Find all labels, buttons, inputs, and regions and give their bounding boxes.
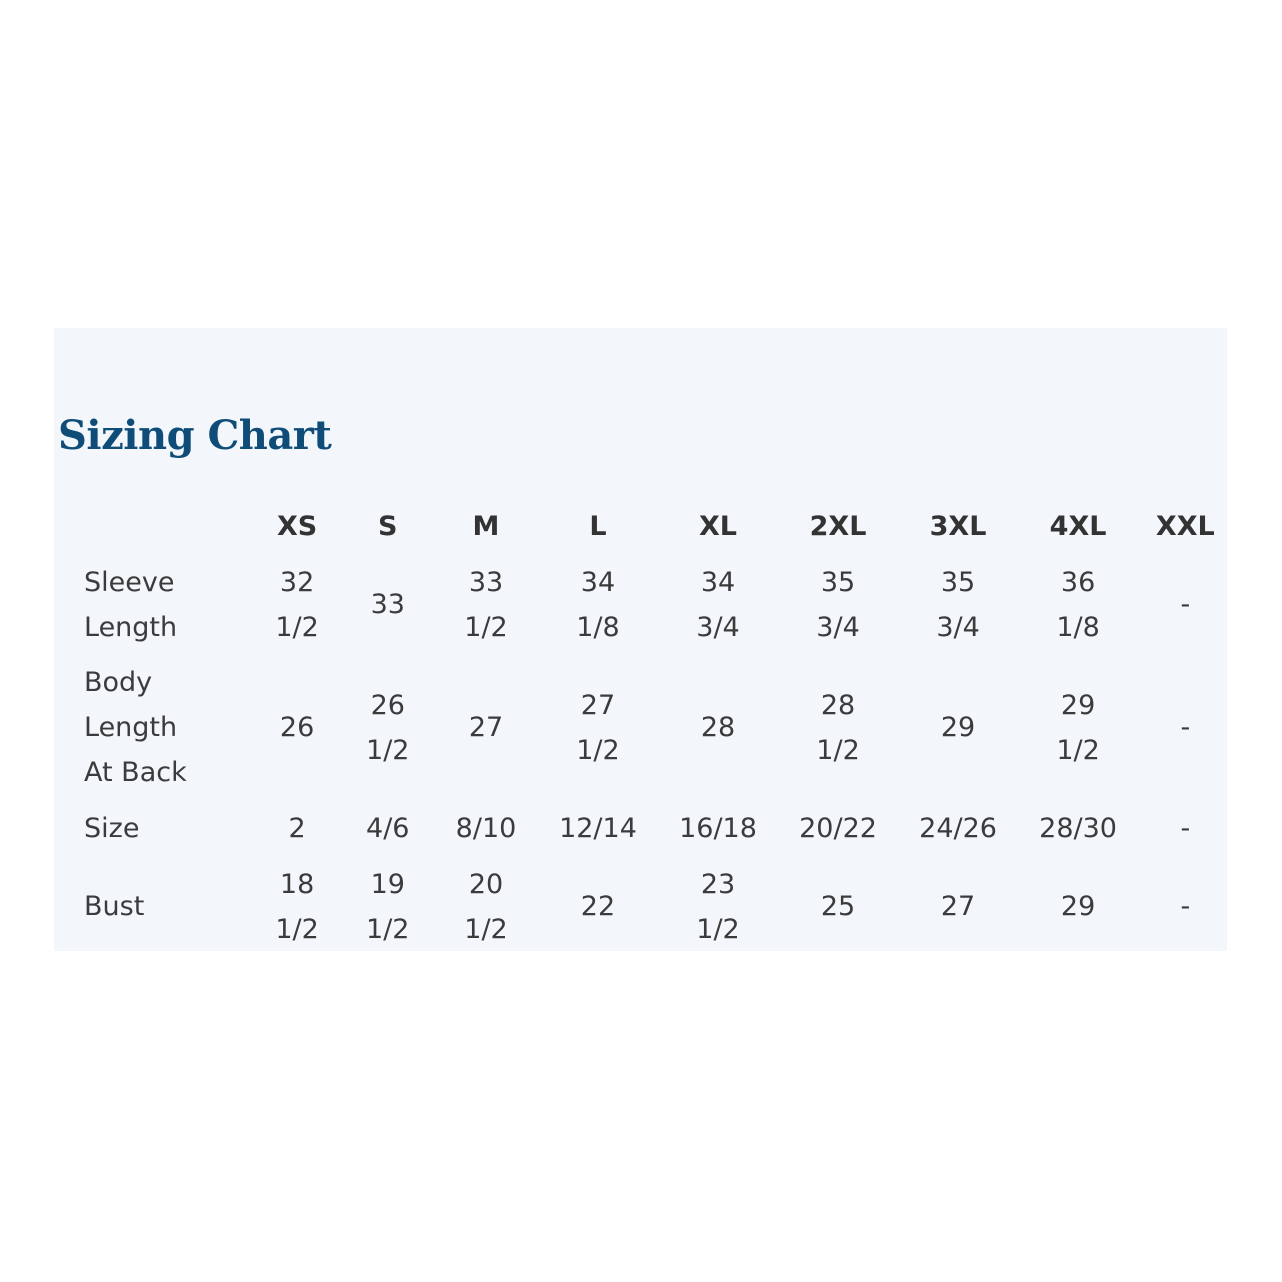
measurement-value: -	[1180, 891, 1191, 922]
row-label	[74, 655, 258, 800]
measurement-cell	[1012, 655, 1143, 800]
measurement-cell	[440, 800, 533, 856]
measurement-value: 28 1/2	[816, 689, 860, 766]
size-header-cell: L	[589, 510, 607, 542]
row-label-text: Sleeve Length	[84, 566, 178, 643]
measurement-cell	[772, 655, 903, 800]
measurement-cell	[258, 554, 336, 655]
measurement-cell	[772, 554, 903, 655]
measurement-value: -	[1180, 589, 1191, 620]
measurement-cell	[1012, 856, 1143, 951]
measurement-value: -	[1180, 812, 1191, 844]
measurement-cell	[336, 655, 440, 800]
measurement-value: 16/18	[679, 812, 757, 844]
header-corner	[74, 498, 258, 554]
measurement-value: 20/22	[799, 812, 877, 844]
measurement-value: 8/10	[455, 812, 517, 844]
measurement-cell	[258, 800, 336, 856]
measurement-value: 25	[820, 891, 856, 922]
measurement-value: 18 1/2	[275, 868, 319, 945]
measurement-value: 27	[940, 891, 976, 922]
measurement-row-size	[74, 800, 1227, 856]
measurement-value: 27	[468, 712, 504, 743]
measurement-value: -	[1180, 712, 1191, 743]
measurement-cell	[664, 856, 773, 951]
measurement-cell	[1144, 554, 1227, 655]
measurement-cell	[664, 800, 773, 856]
measurement-value: 20 1/2	[464, 868, 508, 945]
measurement-value: 28/30	[1039, 812, 1117, 844]
size-header-cell: XXL	[1155, 510, 1215, 542]
measurement-cell	[1012, 800, 1143, 856]
measurement-value: 29 1/2	[1056, 689, 1100, 766]
measurement-cell	[532, 554, 663, 655]
measurement-value: 26 1/2	[366, 689, 410, 766]
measurement-value: 4/6	[366, 812, 410, 844]
measurement-cell	[258, 655, 336, 800]
measurement-cell	[772, 856, 903, 951]
measurement-cell	[904, 856, 1013, 951]
measurement-cell	[1144, 856, 1227, 951]
measurement-cell	[1012, 554, 1143, 655]
measurement-cell	[1144, 800, 1227, 856]
size-header-cell: 2XL	[809, 510, 867, 542]
measurement-value: 34 1/8	[576, 566, 620, 643]
measurement-cell	[336, 856, 440, 951]
measurement-cell	[440, 856, 533, 951]
size-header-row	[74, 498, 1227, 554]
size-header-cell: S	[378, 510, 398, 542]
measurement-cell	[904, 655, 1013, 800]
measurement-row-body-length	[74, 655, 1227, 800]
row-label-text: Size	[84, 812, 140, 844]
sizing-chart-panel	[54, 328, 1227, 951]
measurement-cell	[1144, 655, 1227, 800]
measurement-value: 36 1/8	[1056, 566, 1100, 643]
measurement-value: 28	[700, 712, 736, 743]
measurement-value: 29	[940, 712, 976, 743]
measurement-cell	[664, 655, 773, 800]
size-header-cell: M	[472, 510, 500, 542]
measurement-row-bust	[74, 856, 1227, 951]
size-header-cell: 4XL	[1049, 510, 1107, 542]
measurement-cell	[336, 554, 440, 655]
row-label	[74, 800, 258, 856]
measurement-cell	[904, 800, 1013, 856]
size-header-cell: 3XL	[929, 510, 987, 542]
size-header-cell: XL	[698, 510, 738, 542]
measurement-cell	[440, 655, 533, 800]
row-label	[74, 856, 258, 951]
measurement-cell	[258, 856, 336, 951]
row-label	[74, 554, 258, 655]
row-label-text: Body Length At Back	[84, 667, 187, 788]
measurement-value: 27 1/2	[576, 689, 620, 766]
measurement-cell	[772, 800, 903, 856]
row-label-text: Bust	[84, 891, 145, 922]
measurement-value: 12/14	[559, 812, 637, 844]
measurement-value: 33 1/2	[464, 566, 508, 643]
measurement-cell	[532, 856, 663, 951]
measurement-value: 2	[288, 812, 306, 844]
measurement-value: 22	[580, 891, 616, 922]
sizing-chart-title: Sizing Chart	[58, 412, 332, 459]
measurement-value: 19 1/2	[366, 868, 410, 945]
measurement-cell	[336, 800, 440, 856]
size-header-cell: XS	[276, 510, 318, 542]
measurement-cell	[904, 554, 1013, 655]
measurement-value: 24/26	[919, 812, 997, 844]
sizing-table	[74, 498, 1227, 951]
measurement-cell	[664, 554, 773, 655]
measurement-value: 29	[1060, 891, 1096, 922]
measurement-row-sleeve-length	[74, 554, 1227, 655]
measurement-cell	[532, 800, 663, 856]
measurement-cell	[532, 655, 663, 800]
measurement-value: 33	[370, 589, 405, 620]
measurement-cell	[440, 554, 533, 655]
measurement-value: 34 3/4	[696, 566, 740, 643]
measurement-value: 35 3/4	[816, 566, 860, 643]
measurement-value: 23 1/2	[696, 868, 740, 945]
measurement-value: 32 1/2	[275, 566, 319, 643]
measurement-value: 26	[279, 712, 315, 743]
measurement-value: 35 3/4	[936, 566, 980, 643]
